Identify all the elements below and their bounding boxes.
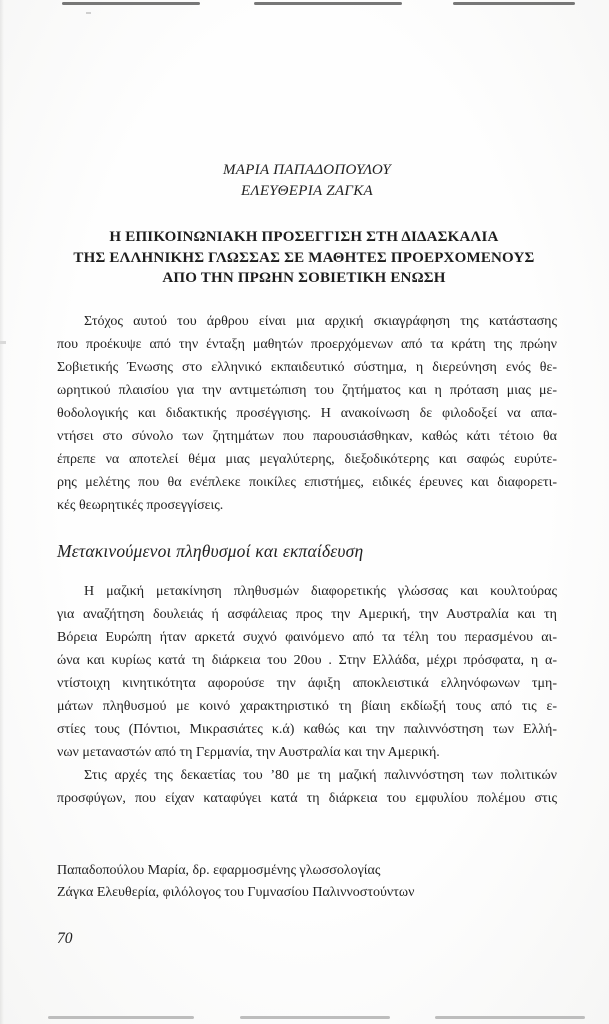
affiliation-line: Παπαδοπούλου Μαρία, δρ. εφαρμοσμένης γλωσσολογίας xyxy=(57,863,381,878)
paragraph-text-line: ρης μελέτης που θα ενέπλεκε ποικίλες επιστήμες, ειδικές έρευνες και διαφορετι- xyxy=(57,475,557,490)
paragraph-text-line: Σοβιετικής Ένωσης στο ελληνικό εκπαιδευτικό σύστημα, η διερεύνηση ενός θε- xyxy=(57,360,557,375)
author-names xyxy=(57,160,557,202)
paragraph-text-line: ωρητικού πλαισίου για την αντιμετώπιση του ζητήματος και η πρόταση μιας με- xyxy=(57,383,557,398)
paragraph-text-line: Στις αρχές της δεκαετίας του ’80 με τη μαζική παλιννόστηση των πολιτικών xyxy=(84,768,557,783)
paragraph-text-line: θοδολογικής και διδακτικής προσέγγισης. Η ανακοίνωση δε φιλοδοξεί να απα- xyxy=(57,406,557,421)
paragraph-text-line: που προέκυψε από την ένταξη μαθητών προερχόμενων από τα κράτη της πρώην xyxy=(57,337,557,352)
article-title-line: ΤΗΣ ΕΛΛΗΝΙΚΗΣ ΓΛΩΣΣΑΣ ΣΕ ΜΑΘΗΤΕΣ ΠΡΟΕΡΧΟΜΕΝΟΥΣ xyxy=(73,249,535,266)
paragraph-text-line: νων μεταναστών από τη Γερμανία, την Αυστραλία και την Αμερική. xyxy=(57,745,440,760)
paragraph-text-line: ντήσει στο σύνολο των ζητημάτων που παρουσιάσθηκαν, καθώς κάτι τέτοιο θα xyxy=(57,429,557,444)
section-heading: Μετακινούμενοι πληθυσμοί και εκπαίδευση xyxy=(57,541,364,561)
author-name-line: ΕΛΕΥΘΕΡΙΑ ΖΑΓΚΑ xyxy=(241,183,373,199)
author-affiliations xyxy=(57,860,577,903)
affiliation-line: Ζάγκα Ελευθερία, φιλόλογος του Γυμνασίου Παλιννοστούντων xyxy=(57,884,415,900)
paragraph-text-line: έπρεπε να αποτελεί θέμα μιας μεγαλύτερης, διεξοδικότερης και σαφώς ευρύτε- xyxy=(57,452,557,467)
scan-artifact-top-line xyxy=(453,2,575,5)
scan-artifact-bottom-line xyxy=(48,1016,194,1019)
paragraph-population-movement xyxy=(57,580,557,764)
paragraph-text-line: για αναζήτηση δουλειάς ή ασφάλειας προς την Αμερική, την Αυστραλία και τη xyxy=(57,607,557,622)
scan-artifact-top-line xyxy=(254,2,402,5)
paragraph-text-line: Βόρεια Ευρώπη ήταν αρκετά συχνό φαινόμενο από τα τέλη του περασμένου αι- xyxy=(57,630,557,645)
article-body xyxy=(57,310,557,810)
paragraph-text-line: ντίστοιχη κινητικότητα αφορούσε την άφιξη αποκλειστικά ελληνόφωνων τμη- xyxy=(57,676,557,691)
scan-artifact-bottom-line xyxy=(240,1016,390,1019)
article-title xyxy=(34,227,574,289)
paragraph-text-line: ώνα και κυρίως κατά τη διάρκεια του 20ου . Στην Ελλάδα, μέχρι πρόσφατα, η α- xyxy=(57,653,557,668)
paragraph-text-line: κές θεωρητικές προσεγγίσεις. xyxy=(57,498,224,513)
paragraph-text-line: προσφύγων, που είχαν καταφύγει κατά τη διάρκεια του εμφυλίου πολέμου στις xyxy=(57,791,557,806)
scan-edge-shadow xyxy=(0,0,4,1024)
paragraph-text-line: στίες τους (Πόντιοι, Μικρασιάτες κ.ά) καθώς και την παλιννόστηση των Ελλή- xyxy=(57,722,557,737)
page-number: 70 xyxy=(57,930,73,947)
scan-artifact-bottom-line xyxy=(435,1016,585,1019)
paragraph-text-line: Η μαζική μετακίνηση πληθυσμών διαφορετικής γλώσσας και κουλτούρας xyxy=(84,584,557,599)
paragraph-intro xyxy=(57,310,557,517)
article-title-line: ΑΠΟ ΤΗΝ ΠΡΩΗΝ ΣΟΒΙΕΤΙΚΗ ΕΝΩΣΗ xyxy=(162,270,446,286)
paragraph-text-line: Στόχος αυτού του άρθρου είναι μια αρχική σκιαγράφηση της κατάστασης xyxy=(84,314,557,329)
scan-artifact-top-line xyxy=(62,2,200,5)
scan-speck xyxy=(86,12,91,14)
scan-speck xyxy=(0,341,6,344)
article-title-line: Η ΕΠΙΚΟΙΝΩΝΙΑΚΗ ΠΡΟΣΕΓΓΙΣΗ ΣΤΗ ΔΙΔΑΣΚΑΛΙΑ xyxy=(109,229,499,245)
paragraph-1980s-repatriation xyxy=(57,764,557,810)
author-name-line: ΜΑΡΙΑ ΠΑΠΑΔΟΠΟΥΛΟΥ xyxy=(222,162,392,178)
paragraph-text-line: μάτων πληθυσμού με κοινό χαρακτηριστικό τη βίαιη εκδίωξή τους από τις ε- xyxy=(57,699,557,714)
